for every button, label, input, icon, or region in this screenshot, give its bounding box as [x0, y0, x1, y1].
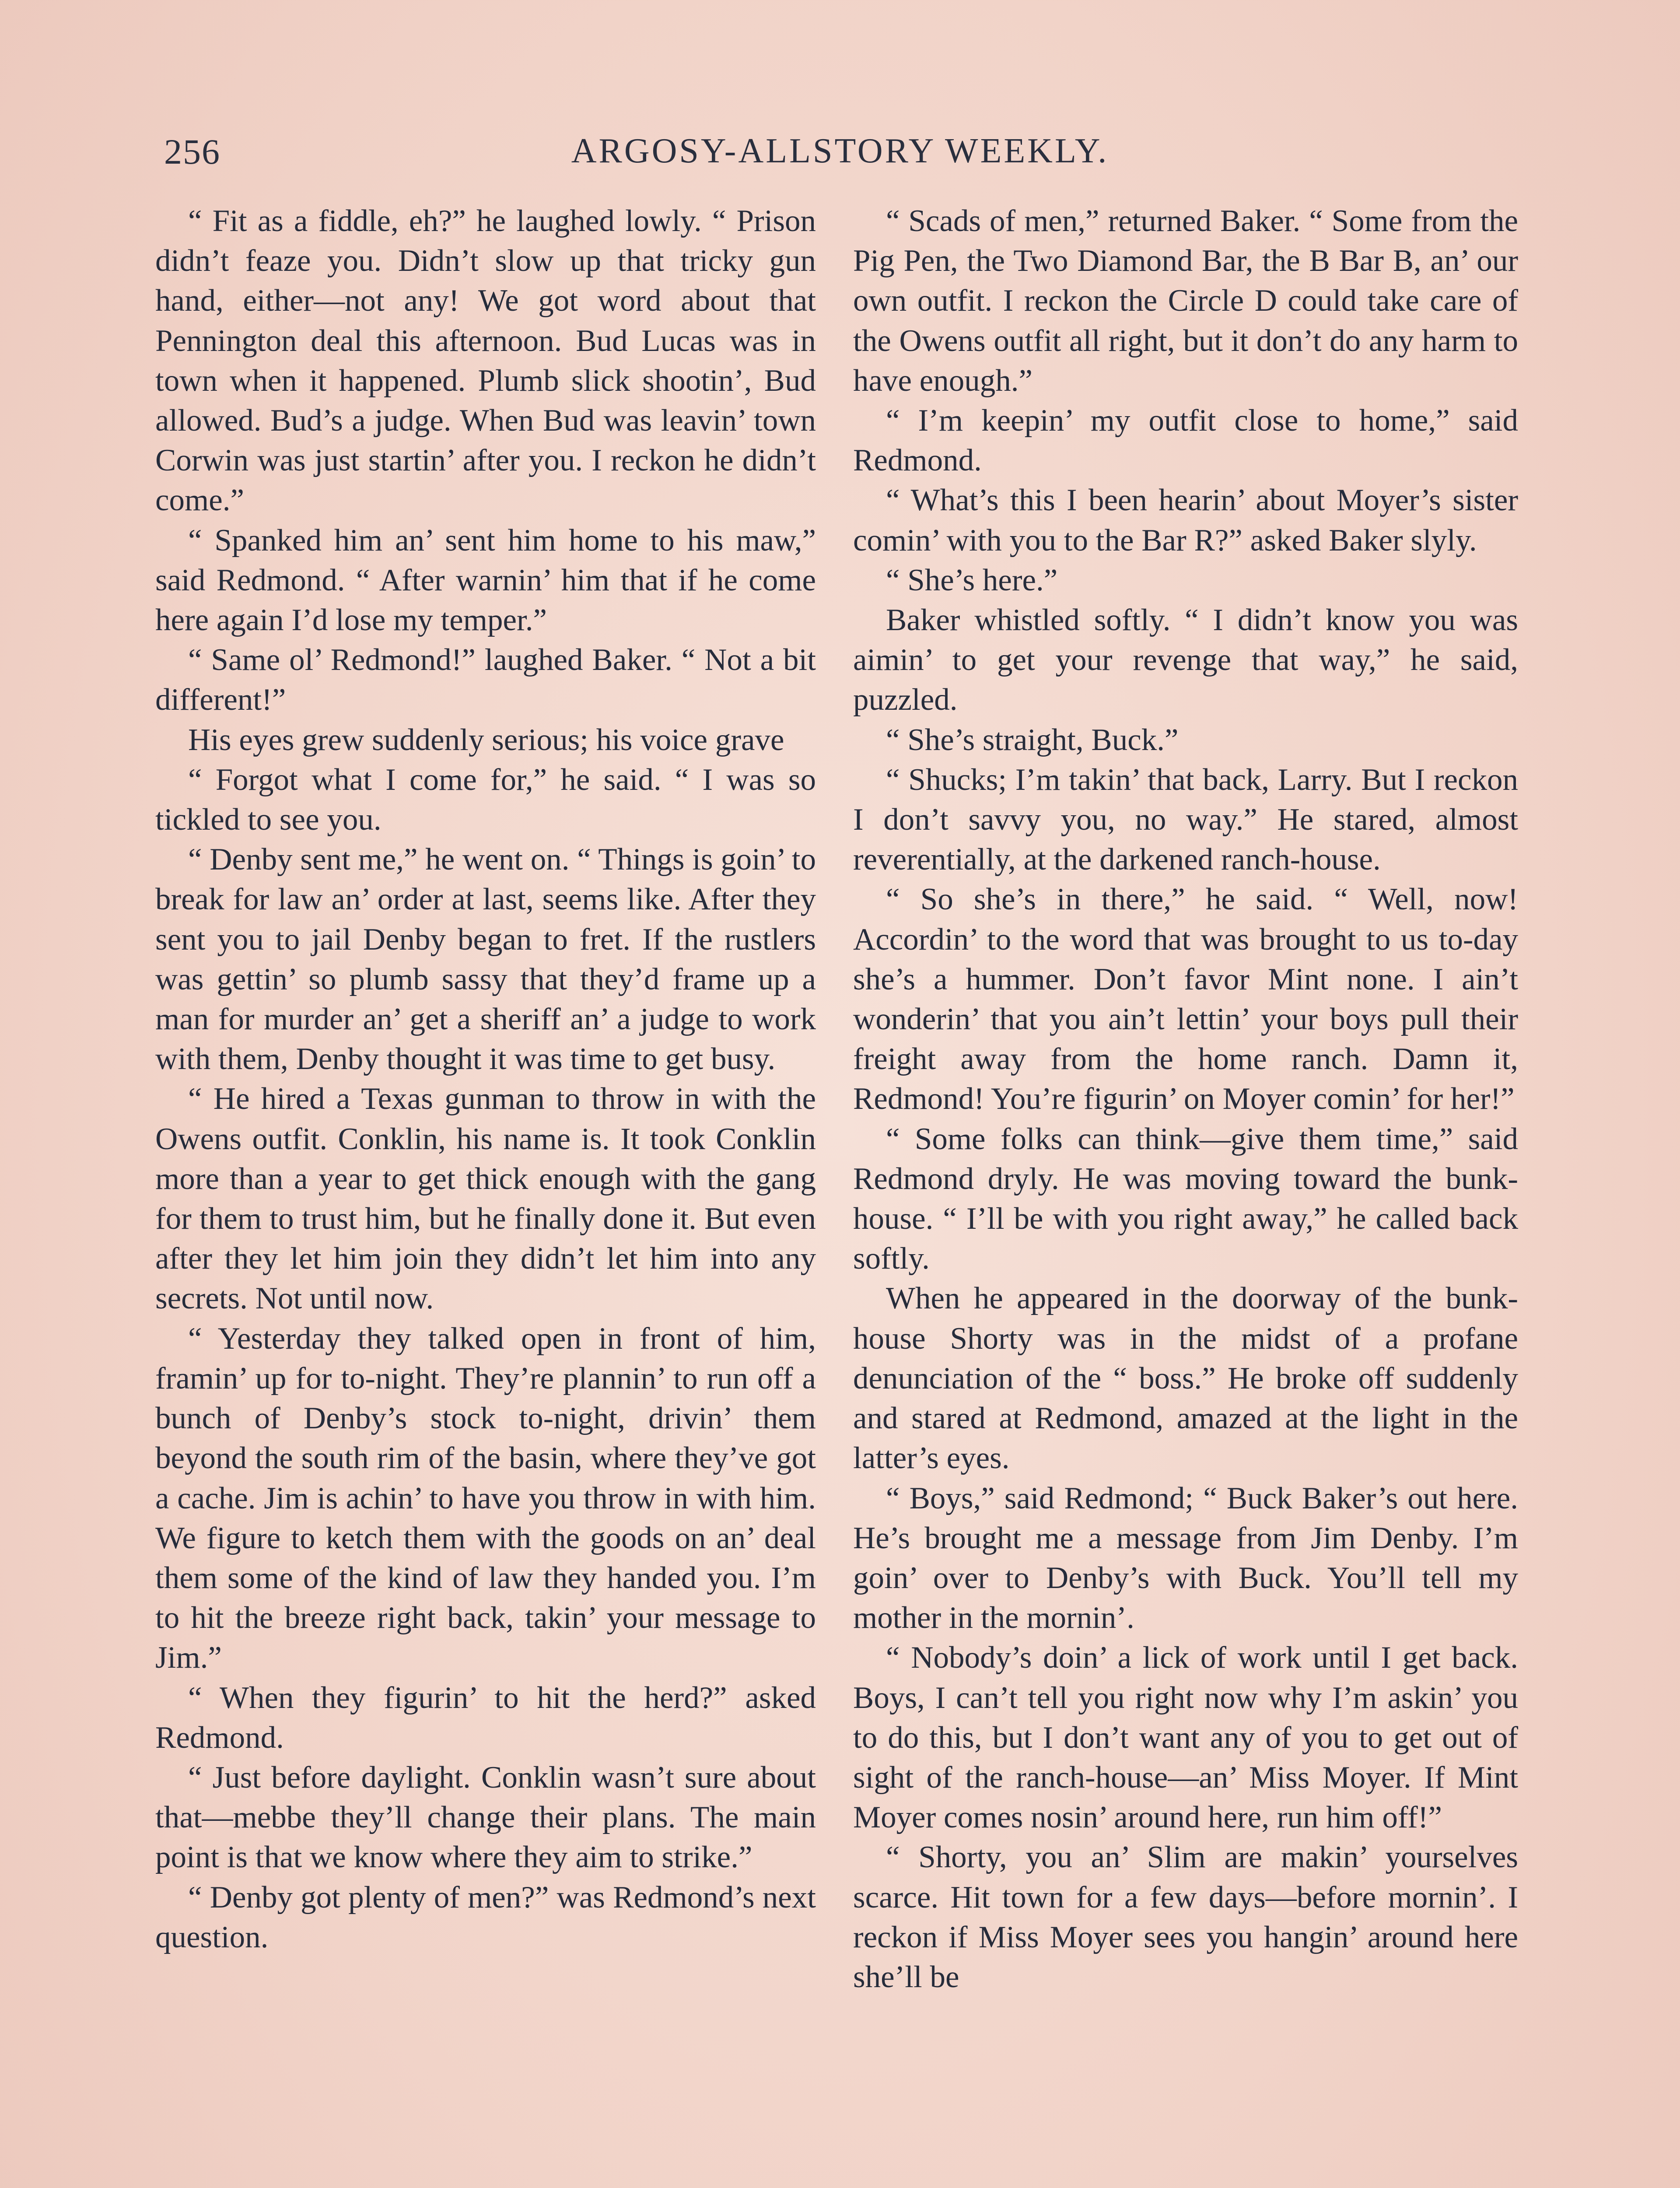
- paragraph: “ She’s straight, Buck.”: [886, 722, 1179, 757]
- page-number: 256: [164, 132, 220, 172]
- paragraph: When he appeared in the doorway of the bunk-house Shorty was in the midst of a profane denunciation of the “ boss.” He broke off suddenly and stared at Redmond, amazed at the light in the latter’s eyes.: [853, 1281, 1518, 1476]
- paragraph: His eyes grew suddenly serious; his voice grave: [188, 722, 784, 757]
- paragraph: “ When they figurin’ to hit the herd?” asked Redmond.: [155, 1680, 816, 1755]
- left-column: [155, 201, 816, 1957]
- paragraph: Baker whistled softly. “ I didn’t know you was aimin’ to get your revenge that way,” he said, puzzled.: [853, 603, 1518, 717]
- paragraph: “ Fit as a fiddle, eh?” he laughed lowly. “ Prison didn’t feaze you. Didn’t slow up that tricky gun hand, either—not any! We got word about that Pennington deal this afternoon. Bud Lucas was in town when it happened. Plumb slick shootin’, Bud allowed. Bud’s a judge. When Bud was leavin’ town Corwin was just startin’ after you. I reckon he didn’t come.”: [155, 204, 816, 518]
- running-title: ARGOSY-ALLSTORY WEEKLY.: [571, 132, 1109, 170]
- paragraph: “ She’s here.”: [886, 563, 1058, 597]
- paragraph: “ Shorty, you an’ Slim are makin’ yourselves scarce. Hit town for a few days—before mornin’. I reckon if Miss Moyer sees you hangin’ around here she’ll be: [853, 1840, 1518, 1994]
- paragraph: “ Denby got plenty of men?” was Redmond’s next question.: [155, 1880, 816, 1954]
- paragraph: “ He hired a Texas gunman to throw in with the Owens outfit. Conklin, his name is. It took Conklin more than a year to get thick enough with the gang for them to trust him, but he finally done it. But even after they let him join they didn’t let him into any secrets. Not until now.: [155, 1082, 816, 1316]
- paragraph: “ What’s this I been hearin’ about Moyer’s sister comin’ with you to the Bar R?” asked Baker slyly.: [853, 483, 1518, 558]
- paragraph: “ Some folks can think—give them time,” said Redmond dryly. He was moving toward the bunk-house. “ I’ll be with you right away,” he called back softly.: [853, 1122, 1518, 1276]
- paragraph: “ Spanked him an’ sent him home to his maw,” said Redmond. “ After warnin’ him that if he come here again I’d lose my temper.”: [155, 523, 816, 638]
- paragraph: “ So she’s in there,” he said. “ Well, now! Accordin’ to the word that was brought to us to-day she’s a hummer. Don’t favor Mint none. I ain’t wonderin’ that you ain’t lettin’ your boys pull their freight away from the home ranch. Damn it, Redmond! You’re figurin’ on Moyer comin’ for her!”: [853, 882, 1518, 1116]
- paragraph: “ Same ol’ Redmond!” laughed Baker. “ Not a bit different!”: [155, 643, 816, 717]
- paragraph: “ Nobody’s doin’ a lick of work until I get back. Boys, I can’t tell you right now why I’m askin’ you to do this, but I don’t want any of you to get out of sight of the ranch-house—an’ Miss Moyer. If Mint Moyer comes nosin’ around here, run him off!”: [853, 1641, 1518, 1835]
- paragraph: “ Shucks; I’m takin’ that back, Larry. But I reckon I don’t savvy you, no way.” He stared, almost reverentially, at the darkened ranch-house.: [853, 762, 1518, 877]
- paragraph: “ Just before daylight. Conklin wasn’t sure about that—mebbe they’ll change their plans. The main point is that we know where they aim to strike.”: [155, 1760, 816, 1875]
- paragraph: “ Boys,” said Redmond; “ Buck Baker’s out here. He’s brought me a message from Jim Denby. I’m goin’ over to Denby’s with Buck. You’ll tell my mother in the mornin’.: [853, 1481, 1518, 1635]
- page-header: [0, 131, 1680, 179]
- right-column: [853, 201, 1518, 1997]
- paragraph: “ Forgot what I come for,” he said. “ I was so tickled to see you.: [155, 762, 816, 837]
- paragraph: “ Yesterday they talked open in front of him, framin’ up for to-night. They’re plannin’ to run off a bunch of Denby’s stock to-night, drivin’ them beyond the south rim of the basin, where they’ve got a cache. Jim is achin’ to have you throw in with him. We figure to ketch them with the goods on an’ deal them some of the kind of law they handed you. I’m to hit the breeze right back, takin’ your message to Jim.”: [155, 1321, 816, 1675]
- paragraph: “ Denby sent me,” he went on. “ Things is goin’ to break for law an’ order at last, seems like. After they sent you to jail Denby began to fret. If the rustlers was gettin’ so plumb sassy that they’d frame up a man for murder an’ get a sheriff an’ a judge to work with them, Denby thought it was time to get busy.: [155, 842, 816, 1076]
- paragraph: “ I’m keepin’ my outfit close to home,” said Redmond.: [853, 403, 1518, 478]
- paragraph: “ Scads of men,” returned Baker. “ Some from the Pig Pen, the Two Diamond Bar, the B Bar B, an’ our own outfit. I reckon the Circle D could take care of the Owens outfit all right, but it don’t do any harm to have enough.”: [853, 204, 1518, 398]
